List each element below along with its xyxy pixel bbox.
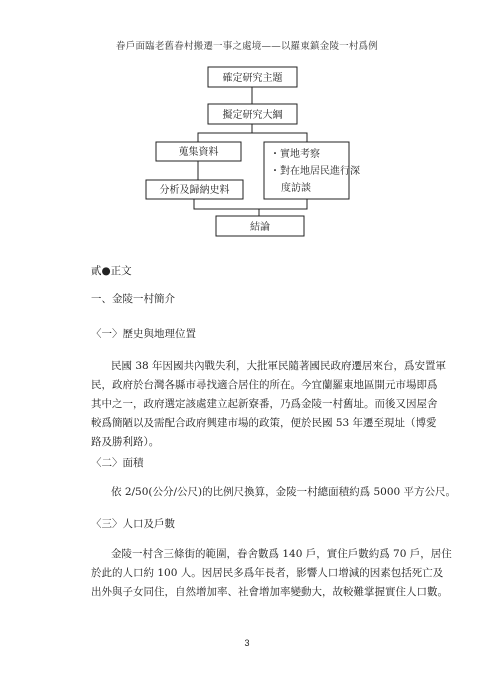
flow-label-analyze: 分析及歸納史料 [159, 185, 230, 196]
subheading-area: 〈二〉面積 [91, 457, 144, 469]
flow-arrow-outline-collect [198, 124, 252, 142]
section-heading-village-intro: 一、金陵一村簡介 [91, 293, 175, 305]
flow-label-field-2: ・對在地居民進行深 [270, 166, 360, 177]
flow-label-field-3: 度訪談 [281, 183, 311, 194]
flow-arrow-outline-field [252, 133, 307, 142]
flow-arrow-analyze-conclusion [194, 199, 259, 216]
section-heading-main-text: 貳●正文 [91, 265, 132, 277]
paragraph-line: 金陵一村含三條街的範圍，眷舍數爲 140 戶，實住戶數約爲 70 戶，居住 [111, 548, 452, 560]
subheading-history: 〈一〉歷史與地理位置 [91, 328, 196, 340]
paragraph-line: 出外與子女同住，自然增加率、社會增加率變動大，故較難掌握實住人口數。 [91, 586, 448, 598]
paragraph-population [91, 545, 452, 602]
flow-label-topic: 確定研究主題 [222, 73, 283, 84]
flow-label-conclusion: 結論 [250, 222, 270, 233]
flow-label-collect: 蒐集資料 [178, 147, 219, 158]
paragraph-line: 於此的人口約 100 人。因居民多爲年長者，影響人口增減的因素包括死亡及 [91, 567, 444, 579]
paragraph-line: 路及勝利路）。 [91, 436, 160, 448]
subheading-population: 〈三〉人口及戶數 [91, 518, 175, 530]
flow-arrow-field-conclusion [259, 199, 307, 209]
paragraph-area: 依 2/50(公分/公尺)的比例尺換算，金陵一村總面積約爲 5000 平方公尺。 [111, 486, 457, 498]
paragraph-line: 較爲簡陋以及需配合政府興建市場的政策，便於民國 53 年遷至現址（博愛 [91, 417, 437, 429]
flow-label-field-1: ・實地考察 [270, 149, 320, 160]
paragraph-line: 民，政府於台灣各縣市尋找適合居住的所在。今宜蘭羅東地區開元市場即爲 [91, 379, 438, 391]
paragraph-history [91, 357, 446, 452]
paragraph-line: 其中之一，政府選定該處建立起新寮番，乃爲金陵一村舊址。而後又因屋舍 [91, 398, 438, 410]
flow-label-outline: 擬定研究大綱 [222, 110, 283, 121]
page-number: 3 [244, 638, 250, 648]
running-header: 眷戶面臨老舊眷村搬遷一事之處境——以羅東鎮金陵一村爲例 [116, 41, 378, 52]
paragraph-line: 民國 38 年因國共內戰失利，大批軍民隨著國民政府遷居來台，爲安置軍 [111, 360, 447, 372]
research-flowchart [0, 0, 494, 260]
